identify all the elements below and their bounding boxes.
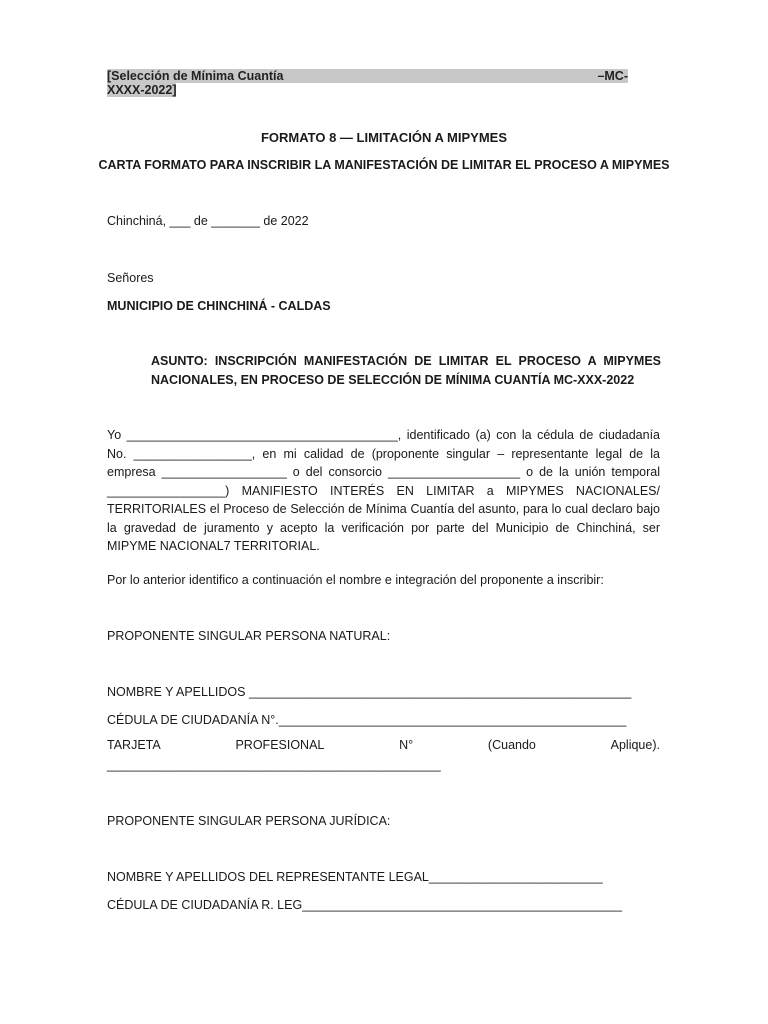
header-code-prefix: –MC-: [597, 69, 628, 83]
tarjeta-word-3: N°: [399, 738, 414, 752]
recipient: MUNICIPIO DE CHINCHINÁ - CALDAS: [107, 299, 331, 313]
subject-line: ASUNTO: INSCRIPCIÓN MANIFESTACIÓN DE LIMITAR EL PROCESO A MIPYMES NACIONALES, EN PROCESO DE SELECCIÓN DE MÍNIMA CUANTÍA MC-XXX-2022: [151, 354, 661, 387]
professional-card-field: [107, 738, 660, 752]
tarjeta-word-1: TARJETA: [107, 738, 161, 752]
natural-person-heading: PROPONENTE SINGULAR PERSONA NATURAL:: [107, 629, 391, 643]
legal-person-heading: PROPONENTE SINGULAR PERSONA JURÍDICA:: [107, 814, 391, 828]
natural-name-field: NOMBRE Y APELLIDOS _______________________________________________________: [107, 685, 632, 699]
natural-cedula-field: CÉDULA DE CIUDADANÍA N°.__________________________________________________: [107, 713, 627, 727]
salutation: Señores: [107, 271, 154, 285]
format-title: FORMATO 8 — LIMITACIÓN A MIPYMES: [260, 130, 508, 145]
tarjeta-word-4: (Cuando: [487, 738, 536, 752]
intro-line: Por lo anterior identifico a continuación el nombre e integración del proponente a inscribir:: [107, 573, 604, 587]
document-header: [107, 69, 628, 83]
legal-rep-name-field: NOMBRE Y APELLIDOS DEL REPRESENTANTE LEGAL_________________________: [107, 870, 603, 884]
professional-card-blank: ________________________________________________: [107, 758, 441, 772]
date-line: Chinchiná, ___ de _______ de 2022: [107, 214, 309, 228]
header-process-name: [Selección de Mínima Cuantía: [107, 69, 284, 83]
legal-rep-cedula-field: CÉDULA DE CIUDADANÍA R. LEG______________________________________________: [107, 898, 622, 912]
declaration-paragraph: Yo _______________________________________, identificado (a) con la cédula de ciudadanía No. _________________, en mi calidad de (proponente singular – representante legal de la empresa __________________ o del consorcio ___________________ o de la unión temporal _________________) MANIFIESTO INTERÉS EN LIMITAR a MIPYMES NACIONALES/ TERRITORIALES el Proceso de Selección de Mínima Cuantía del asunto, para lo cual declaro bajo la gravedad de juramento y acepto la verificación por parte del Municipio de Chinchiná, ser MIPYME NACIONAL7 TERRITORIAL.: [107, 428, 660, 553]
tarjeta-word-5: Aplique).: [610, 738, 660, 752]
header-line-2: XXXX-2022]: [107, 83, 177, 97]
tarjeta-word-2: PROFESIONAL: [235, 738, 325, 752]
format-subtitle: CARTA FORMATO PARA INSCRIBIR LA MANIFESTACIÓN DE LIMITAR EL PROCESO A MIPYMES: [98, 158, 670, 172]
header-line-1: [107, 69, 628, 83]
